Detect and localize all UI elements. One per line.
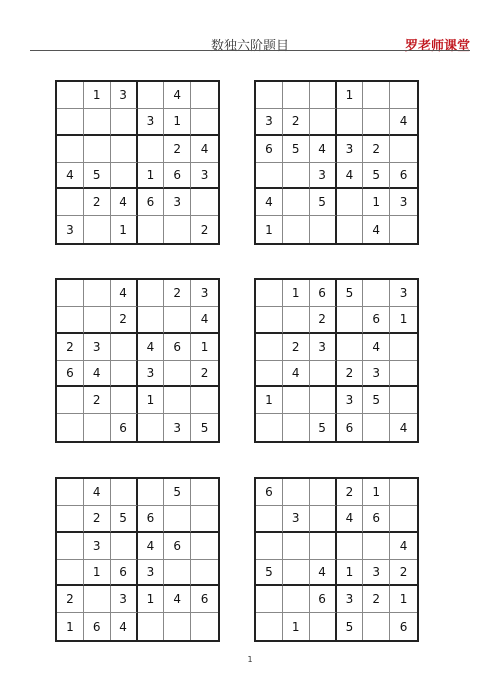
sudoku-cell	[310, 613, 337, 640]
sudoku-cell: 4	[191, 136, 218, 163]
sudoku-cell: 4	[256, 189, 283, 216]
sudoku-cell	[138, 307, 165, 334]
sudoku-cell	[283, 216, 310, 243]
sudoku-cell	[57, 280, 84, 307]
sudoku-cell: 5	[283, 136, 310, 163]
sudoku-cell	[164, 613, 191, 640]
sudoku-cell	[390, 361, 417, 388]
sudoku-cell: 2	[363, 586, 390, 613]
sudoku-cell	[84, 307, 111, 334]
sudoku-cell: 1	[138, 163, 165, 190]
sudoku-cell: 4	[399, 420, 408, 435]
sudoku-cell: 2	[111, 307, 138, 334]
sudoku-cell: 5	[200, 420, 209, 435]
sudoku-cell: 4	[84, 361, 111, 388]
sudoku-cell: 6	[191, 586, 218, 613]
sudoku-cell	[191, 506, 218, 533]
sudoku-cell: 5	[84, 163, 111, 190]
sudoku-cell: 4	[111, 189, 138, 216]
sudoku-cell: 1	[256, 216, 283, 243]
sudoku-cell: 5	[164, 479, 191, 506]
sudoku-cell	[363, 82, 390, 109]
sudoku-cell	[363, 280, 390, 307]
sudoku-cell: 2	[164, 136, 191, 163]
sudoku-cell: 3	[363, 361, 390, 388]
sudoku-cell	[256, 414, 283, 441]
sudoku-cell	[57, 479, 84, 506]
sudoku-grid-5	[55, 477, 220, 642]
sudoku-cell: 1	[283, 280, 310, 307]
sudoku-cell	[390, 136, 417, 163]
sudoku-cell	[84, 280, 111, 307]
sudoku-cell	[390, 334, 417, 361]
sudoku-cell	[363, 414, 390, 441]
sudoku-cell: 4	[111, 280, 138, 307]
sudoku-cell: 3	[337, 586, 364, 613]
sudoku-cell: 6	[138, 189, 165, 216]
sudoku-cell: 3	[256, 109, 283, 136]
sudoku-cell: 6	[337, 414, 364, 441]
sudoku-grid-2	[254, 80, 419, 245]
sudoku-cell	[390, 82, 417, 109]
sudoku-cell	[111, 334, 138, 361]
sudoku-cell: 3	[84, 334, 111, 361]
sudoku-cell	[57, 533, 84, 560]
sudoku-cell	[138, 216, 165, 243]
sudoku-cell	[256, 280, 283, 307]
sudoku-cell: 2	[57, 334, 84, 361]
sudoku-cell: 1	[57, 613, 84, 640]
sudoku-cell: 4	[164, 586, 191, 613]
sudoku-cell	[283, 560, 310, 587]
sudoku-cell: 6	[256, 136, 283, 163]
sudoku-cell	[57, 387, 84, 414]
sudoku-cell: 4	[363, 334, 390, 361]
sudoku-cell	[310, 216, 337, 243]
sudoku-cell	[57, 506, 84, 533]
sudoku-cell	[191, 387, 218, 414]
sudoku-cell: 5	[337, 280, 364, 307]
sudoku-cell: 3	[191, 280, 218, 307]
sudoku-cell: 4	[390, 533, 417, 560]
sudoku-cell	[283, 479, 310, 506]
sudoku-cell: 2	[283, 109, 310, 136]
sudoku-cell: 3	[390, 189, 417, 216]
sudoku-grid-6	[254, 477, 419, 642]
sudoku-cell: 6	[310, 586, 337, 613]
sudoku-cell	[337, 216, 364, 243]
sudoku-grid-1	[55, 80, 220, 245]
sudoku-cell: 1	[363, 479, 390, 506]
sudoku-cell	[310, 506, 337, 533]
sudoku-cell	[138, 280, 165, 307]
sudoku-cell	[283, 189, 310, 216]
sudoku-cell: 2	[283, 334, 310, 361]
sudoku-cell: 3	[390, 280, 417, 307]
sudoku-cell: 1	[283, 613, 310, 640]
sudoku-cell: 1	[111, 216, 138, 243]
sudoku-cell	[191, 189, 218, 216]
sudoku-cell	[164, 307, 191, 334]
sudoku-cell: 4	[390, 109, 417, 136]
sudoku-cell: 4	[57, 163, 84, 190]
sudoku-cell	[256, 307, 283, 334]
sudoku-cell	[138, 479, 165, 506]
sudoku-cell	[164, 506, 191, 533]
sudoku-cell	[390, 479, 417, 506]
sudoku-cell	[84, 109, 111, 136]
sudoku-cell	[283, 163, 310, 190]
sudoku-cell	[138, 136, 165, 163]
sudoku-cell	[164, 387, 191, 414]
sudoku-grid-3	[55, 278, 220, 443]
sudoku-cell: 5	[310, 189, 337, 216]
sudoku-cell	[310, 479, 337, 506]
sudoku-cell	[57, 307, 84, 334]
sudoku-cell: 5	[111, 506, 138, 533]
sudoku-cell	[256, 533, 283, 560]
sudoku-cell: 1	[84, 560, 111, 587]
sudoku-cell	[256, 586, 283, 613]
sudoku-cell	[191, 109, 218, 136]
sudoku-cell: 3	[363, 560, 390, 587]
sudoku-cell: 3	[138, 109, 165, 136]
sudoku-cell: 6	[164, 533, 191, 560]
sudoku-cell	[363, 109, 390, 136]
sudoku-cell: 2	[84, 189, 111, 216]
sudoku-cell	[111, 387, 138, 414]
sudoku-cell	[57, 82, 84, 109]
sudoku-cell	[283, 82, 310, 109]
sudoku-cell: 5	[337, 613, 364, 640]
sudoku-cell: 1	[337, 560, 364, 587]
sudoku-cell: 6	[138, 506, 165, 533]
sudoku-cell	[111, 361, 138, 388]
sudoku-cell: 6	[310, 280, 337, 307]
sudoku-cell	[283, 307, 310, 334]
sudoku-cell: 4	[191, 307, 218, 334]
sudoku-cell: 3	[337, 136, 364, 163]
sudoku-cell	[84, 216, 111, 243]
sudoku-cell	[138, 414, 165, 441]
sudoku-cell	[256, 334, 283, 361]
sudoku-cell: 3	[84, 533, 111, 560]
sudoku-cell: 6	[111, 414, 138, 441]
sudoku-cell	[111, 479, 138, 506]
sudoku-cell	[363, 533, 390, 560]
sudoku-cell: 6	[164, 334, 191, 361]
sudoku-cell: 3	[138, 361, 165, 388]
sudoku-cell	[111, 533, 138, 560]
sudoku-cell	[164, 361, 191, 388]
sudoku-cell	[283, 533, 310, 560]
sudoku-cell: 6	[256, 479, 283, 506]
sudoku-cell	[337, 334, 364, 361]
sudoku-cell: 3	[310, 163, 337, 190]
sudoku-cell: 3	[164, 189, 191, 216]
sudoku-cell	[256, 361, 283, 388]
sudoku-cell	[57, 189, 84, 216]
sudoku-cell: 1	[191, 334, 218, 361]
sudoku-cell: 6	[57, 361, 84, 388]
sudoku-cell	[337, 533, 364, 560]
brand-label: 罗老师课堂	[404, 39, 470, 54]
sudoku-cell	[310, 82, 337, 109]
page-header-title: 数独六阶题目	[210, 39, 289, 54]
sudoku-cell: 2	[390, 560, 417, 587]
sudoku-cell: 6	[363, 307, 390, 334]
sudoku-cell: 3	[310, 334, 337, 361]
sudoku-cell: 6	[399, 619, 408, 634]
sudoku-cell: 3	[111, 586, 138, 613]
sudoku-cell: 5	[256, 560, 283, 587]
sudoku-cell	[191, 82, 218, 109]
sudoku-cell: 3	[283, 506, 310, 533]
sudoku-cell: 4	[363, 216, 390, 243]
sudoku-cell	[310, 387, 337, 414]
sudoku-cell: 6	[363, 506, 390, 533]
sudoku-cell: 1	[390, 586, 417, 613]
sudoku-cell	[310, 109, 337, 136]
sudoku-cell: 1	[84, 82, 111, 109]
sudoku-cell	[57, 560, 84, 587]
sudoku-cell	[337, 307, 364, 334]
sudoku-cell: 4	[138, 533, 165, 560]
sudoku-cell: 1	[363, 189, 390, 216]
sudoku-cell: 3	[191, 163, 218, 190]
sudoku-cell: 2	[191, 361, 218, 388]
sudoku-cell	[138, 82, 165, 109]
sudoku-cell	[111, 136, 138, 163]
sudoku-cell: 1	[164, 109, 191, 136]
sudoku-cell	[310, 361, 337, 388]
sudoku-cell: 6	[164, 163, 191, 190]
sudoku-cell: 3	[138, 560, 165, 587]
sudoku-cell: 2	[337, 479, 364, 506]
sudoku-cell: 1	[390, 307, 417, 334]
sudoku-cell: 1	[337, 82, 364, 109]
sudoku-cell	[363, 613, 390, 640]
sudoku-cell	[337, 109, 364, 136]
sudoku-cell	[256, 82, 283, 109]
sudoku-cell	[310, 533, 337, 560]
sudoku-cell: 4	[337, 506, 364, 533]
sudoku-cell: 3	[57, 216, 84, 243]
sudoku-grid-4	[254, 278, 419, 443]
sudoku-cell: 6	[84, 613, 111, 640]
sudoku-cell	[84, 414, 111, 441]
sudoku-cell: 4	[310, 560, 337, 587]
sudoku-cell	[164, 560, 191, 587]
sudoku-cell: 6	[111, 560, 138, 587]
sudoku-cell: 5	[363, 387, 390, 414]
sudoku-cell: 2	[164, 280, 191, 307]
sudoku-cell	[191, 560, 218, 587]
page-number: 1	[247, 655, 253, 664]
sudoku-cell	[390, 387, 417, 414]
sudoku-cell: 4	[164, 82, 191, 109]
sudoku-cell: 2	[84, 387, 111, 414]
sudoku-cell	[191, 533, 218, 560]
sudoku-cell: 3	[337, 387, 364, 414]
header-rule	[30, 50, 470, 51]
sudoku-cell: 4	[283, 361, 310, 388]
sudoku-cell: 2	[310, 307, 337, 334]
sudoku-cell	[84, 586, 111, 613]
sudoku-cell	[256, 613, 283, 640]
sudoku-cell	[84, 136, 111, 163]
sudoku-cell	[138, 613, 165, 640]
sudoku-cell: 4	[310, 136, 337, 163]
sudoku-cell	[111, 109, 138, 136]
sudoku-cell	[57, 109, 84, 136]
sudoku-cell: 2	[200, 222, 209, 237]
sudoku-cell: 6	[390, 163, 417, 190]
sudoku-cell: 5	[363, 163, 390, 190]
sudoku-cell	[390, 216, 417, 243]
sudoku-cell	[111, 163, 138, 190]
sudoku-cell	[164, 216, 191, 243]
sudoku-cell: 4	[84, 479, 111, 506]
sudoku-cell: 3	[111, 82, 138, 109]
sudoku-cell: 4	[138, 334, 165, 361]
sudoku-cell: 3	[164, 414, 191, 441]
sudoku-cell: 4	[111, 613, 138, 640]
sudoku-cell	[337, 189, 364, 216]
sudoku-cell: 4	[337, 163, 364, 190]
sudoku-cell	[57, 414, 84, 441]
sudoku-cell: 1	[138, 586, 165, 613]
sudoku-cell	[283, 586, 310, 613]
sudoku-cell: 1	[138, 387, 165, 414]
sudoku-cell	[57, 136, 84, 163]
sudoku-cell: 2	[363, 136, 390, 163]
sudoku-cell	[191, 613, 218, 640]
sudoku-cell: 5	[310, 414, 337, 441]
sudoku-cell	[256, 163, 283, 190]
sudoku-cell	[283, 387, 310, 414]
sudoku-cell: 2	[337, 361, 364, 388]
sudoku-cell	[283, 414, 310, 441]
sudoku-cell	[191, 479, 218, 506]
sudoku-cell	[390, 506, 417, 533]
sudoku-cell: 1	[256, 387, 283, 414]
sudoku-cell: 2	[84, 506, 111, 533]
sudoku-cell	[256, 506, 283, 533]
sudoku-cell: 2	[57, 586, 84, 613]
